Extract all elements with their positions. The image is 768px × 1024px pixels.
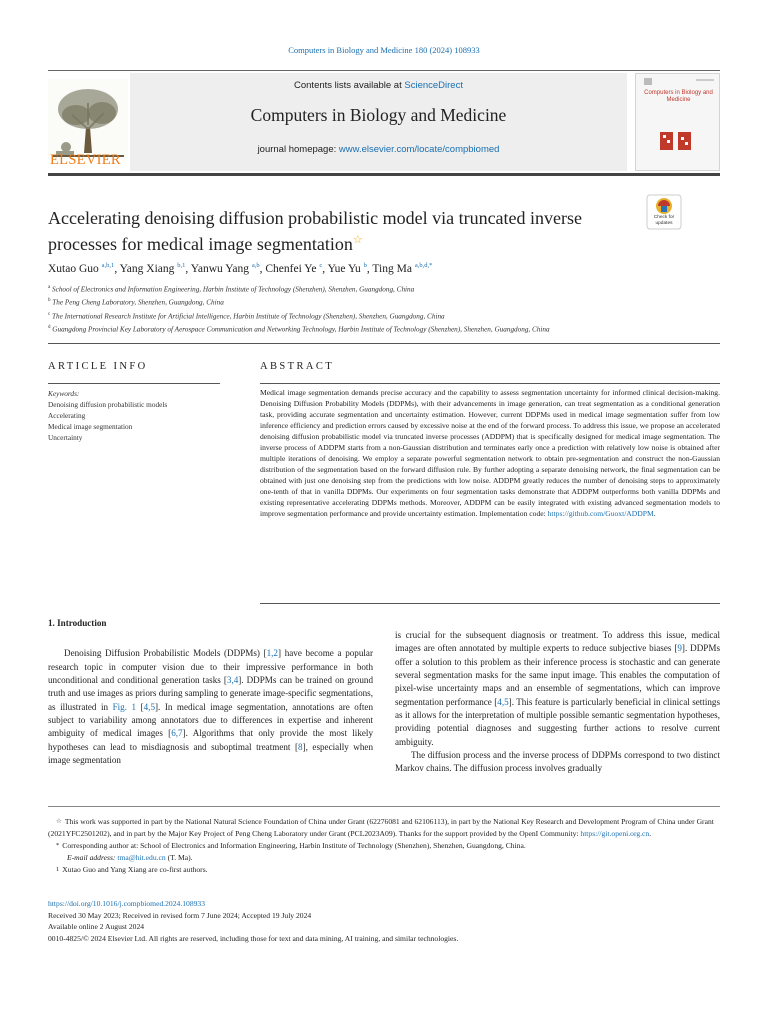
keyword-item: Medical image segmentation	[48, 422, 133, 431]
paragraph-text: ]. In medical image segmentation, annotations are often subject to variability among annotators due to differences in expertise and inherent ambiguity of medical images [	[48, 701, 373, 739]
paragraph-text: [	[136, 701, 144, 712]
abstract-body: Medical image segmentation demands precise accuracy and the capability to assess segmentation uncertainty for informed clinical decision-making. Denoising Diffusion Probability Models (DDPMs), with their advancements in image generation, can treat segmentation as a conditional generation task, providing accurate segmentation and uncertainty estimation. However, current DDPMs used in medical image segmentation suffer from low inference efficiency and prediction errors caused by excessive noise at the end of the forward process. To address this issue, we propose an accelerated denoising diffusion probabilistic model via truncated inverse processes (ADDPM) that is specifically designed for medical image segmentation. The inverse process of ADDPM starts from a non-Gaussian distribution and terminates early once a prediction with relatively low noise is obtained after multiple iterations of denoising. We employ a separate powerful segmentation network to obtain pre-segmentation and construct the non-Gaussian distribution of the segmentation based on the forward diffusion rule. By further adopting a separate denoising network, the final segmentation can be obtained with just one denoising step from the predictions with low noise. ADDPM greatly reduces the number of denoising steps to approximately one-tenth of that in vanilla DDPMs. Our experiments on four segmentation tasks demonstrate that ADDPM outperforms both vanilla DDPMs and existing representative accelerating DDPMs methods. Moreover, ADDPM can be easily integrated with existing advanced segmentation models to improve segmentation performance and provide uncertainty estimation. Implementation code:	[260, 388, 720, 518]
citation-link[interactable]: 4,5	[143, 701, 155, 712]
paragraph-text: ]. Algorithms that only provide the most likely hypotheses can lead to misdiagnosis and suboptimal treatment [	[48, 728, 373, 752]
abstract-text	[260, 387, 720, 519]
citation-link[interactable]: 1,2	[266, 648, 278, 659]
paragraph-text: ] have become a popular research topic in computer vision due to their impressive performance in both unconditional and conditional generation tasks [	[48, 648, 373, 686]
funding-footnote-mark: ☆	[56, 818, 62, 825]
abstract-bottom-divider	[260, 603, 720, 604]
author-separator: ,	[259, 262, 266, 275]
section-heading-introduction: 1. Introduction	[48, 618, 107, 628]
corresponding-author-footnote	[48, 840, 720, 852]
contents-availability	[130, 80, 627, 91]
citation-link[interactable]: Fig. 1	[112, 701, 137, 712]
author-name[interactable]: Xutao Guo	[48, 262, 99, 275]
doi-link[interactable]: https://doi.org/10.1016/j.compbiomed.2024.108933	[48, 899, 206, 908]
keyword-item: Denoising diffusion probabilistic models	[48, 400, 168, 409]
author-affiliation-marks[interactable]: b,1	[177, 262, 186, 269]
affiliation-list	[48, 282, 720, 336]
keyword-item: Uncertainty	[48, 433, 83, 442]
article-title	[48, 207, 608, 255]
intro-paragraph-2	[395, 629, 720, 749]
openi-link[interactable]: https://git.openi.org.cn	[580, 829, 650, 838]
paragraph-text: ], especially when image segmentation	[48, 741, 374, 766]
contents-prefix: Contents lists available at	[294, 80, 405, 91]
author-name[interactable]: Ting Ma	[372, 262, 412, 275]
citation-link[interactable]: 9	[677, 643, 682, 654]
co-first-text: Xutao Guo and Yang Xiang are co-first authors.	[62, 865, 208, 874]
co-first-footnote	[48, 864, 720, 876]
author-separator: ,	[366, 262, 373, 275]
author-separator: ,	[322, 262, 328, 275]
journal-cover-thumbnail[interactable]	[635, 73, 720, 171]
author-affiliation-marks[interactable]: a,b,1	[101, 262, 115, 269]
email-suffix: (T. Ma).	[165, 853, 193, 862]
affiliation-text: The International Research Institute for Artificial Intelligence, Harbin Institute of Technology (Shenzhen), Shenzhen, Guangdong, China	[50, 312, 445, 321]
affiliation-mark: a	[48, 285, 51, 290]
author-affiliation-marks[interactable]: a,b,d,*	[414, 262, 433, 269]
citation-link[interactable]: 6,7	[171, 728, 183, 739]
homepage-prefix: journal homepage:	[257, 144, 339, 155]
elsevier-logo-text: ELSEVIER	[50, 152, 121, 168]
paragraph-text: is crucial for the subsequent diagnosis or treatment. To address this issue, medical images are often annotated by multiple experts to reduce subjective biases [	[395, 630, 720, 654]
author-name[interactable]: Yue Yu	[327, 262, 361, 275]
intro-paragraph-3: The diffusion process and the inverse process of DDPMs correspond to two distinct Markov chains. The diffusion process involves gradually	[395, 750, 720, 774]
affiliation-mark: c	[48, 311, 51, 317]
citation-link[interactable]: 4,5	[497, 696, 509, 707]
author-affiliation-marks[interactable]: a,b	[251, 262, 260, 269]
keywords-label: Keywords:	[48, 389, 80, 398]
online-date: Available online 2 August 2024	[48, 922, 145, 932]
keyword-item: Accelerating	[48, 411, 86, 420]
homepage-link[interactable]: www.elsevier.com/locate/compbiomed	[338, 144, 500, 155]
masthead-center	[130, 73, 627, 171]
author-name[interactable]: Yang Xiang	[119, 262, 175, 275]
abstract-end: .	[653, 509, 656, 518]
article-title-text: Accelerating denoising diffusion probabilistic model via truncated inverse processes for medical image segmentation	[48, 208, 583, 254]
cover-title: Computers in Biology and Medicine	[644, 90, 713, 103]
copyright-notice: 0010-4825/© 2024 Elsevier Ltd. All rights are reserved, including those for text and data mining, AI training, and similar technologies.	[48, 933, 459, 943]
author-affiliation-marks[interactable]: c	[319, 262, 323, 269]
footnotes	[48, 816, 720, 876]
co-first-mark: 1	[56, 866, 60, 873]
author-list	[48, 262, 432, 275]
affiliation-text: The Peng Cheng Laboratory, Shenzhen, Guangdong, China	[50, 298, 224, 307]
article-info-divider	[48, 383, 220, 384]
paragraph-text: ]. This feature is particularly beneficial in clinical settings as it allows for the interpretation of multiple possible semantic segmentation hypotheses, providing potential diagnoses and suggesting further actions to resolve current ambiguity.	[395, 696, 720, 747]
paragraph-text: ]. DDPMs offer a solution to this problem as their inference process is stochastic and can generate several segmentation masks for the same input image. This enables the computation of pixel-wise uncertainty maps and an ensemble of segmentations, which can improve segmentation performance [	[395, 643, 720, 707]
citation-link[interactable]: 3,4	[226, 675, 239, 686]
article-info-heading: ARTICLE INFO	[48, 361, 148, 372]
author-name[interactable]: Yanwu Yang	[190, 262, 249, 275]
paragraph-text: Denoising Diffusion Probabilistic Models (DDPMs) [	[64, 648, 267, 659]
header-divider	[48, 343, 720, 344]
author-separator: ,	[185, 262, 191, 275]
article-metadata	[48, 898, 720, 944]
corresponding-mark: *	[56, 842, 60, 849]
journal-title: Computers in Biology and Medicine	[250, 105, 507, 125]
affiliation-text: School of Electronics and Information Engineering, Harbin Institute of Technology (Shenzhen), Shenzhen, Guangdong, China	[50, 285, 415, 294]
email-label: E-mail address:	[67, 853, 116, 862]
code-repository-link[interactable]: https://github.com/Guoxt/ADDPM	[547, 509, 654, 518]
paragraph-text: ]. DDPMs can be trained on ground truth and use images as priors during sampling to generate image-specific segmentations, as illustrated in	[48, 675, 373, 712]
corresponding-text: Corresponding author at: School of Electronics and Information Engineering, Harbin Institute of Technology (Shenzhen), Shenzhen, Guangdong, China.	[62, 841, 526, 850]
abstract-heading: ABSTRACT	[260, 361, 335, 372]
affiliation-item	[48, 309, 720, 322]
affiliation-mark: b	[48, 298, 51, 304]
author-affiliation-marks[interactable]: b	[363, 262, 367, 269]
affiliation-text: Guangdong Provincial Key Laboratory of Aerospace Communication and Networking Technology, Harbin Institute of Technology (Shenzhen), Shenzhen, Guangdong, China	[50, 325, 550, 334]
citation-link[interactable]: 8	[298, 741, 303, 752]
body-column-right	[395, 629, 720, 776]
received-dates: Received 30 May 2023; Received in revised form 7 June 2024; Accepted 19 July 2024	[48, 910, 312, 920]
intro-paragraph-1	[48, 647, 373, 767]
sciencedirect-link[interactable]: ScienceDirect	[404, 80, 463, 91]
funding-text: This work was supported in part by the National Natural Science Foundation of China under Grant (62276081 and 62106113), in part by the National Key Research and Development Program of China under Grant (2021YFC2501202), and in part by the Major Key Project of Peng Cheng Laboratory under Grant (PCL2023A09). Thanks for the support provided by the OpenI Community:	[48, 817, 714, 838]
affiliation-item	[48, 322, 720, 335]
abstract-divider	[260, 383, 720, 384]
affiliation-item	[48, 295, 720, 308]
author-separator: ,	[114, 262, 120, 275]
author-name[interactable]: Chenfei Ye	[265, 262, 317, 275]
title-footnote-star[interactable]: ☆	[352, 234, 363, 246]
journal-homepage	[130, 144, 627, 155]
crossmark-label: Check for updates	[653, 215, 675, 226]
funding-end: .	[649, 829, 652, 838]
journal-reference[interactable]: Computers in Biology and Medicine 180 (2024) 108933	[288, 45, 480, 55]
footnote-divider	[48, 806, 720, 807]
cover-art-icon	[636, 74, 721, 172]
body-column-left	[48, 617, 373, 767]
affiliation-mark: d	[48, 325, 51, 331]
keywords-block	[48, 388, 220, 443]
check-for-updates-badge[interactable]	[646, 194, 682, 230]
email-footnote	[48, 852, 720, 864]
journal-masthead	[48, 70, 720, 176]
email-link[interactable]: tma@hit.edu.cn	[117, 853, 166, 862]
affiliation-item	[48, 282, 720, 295]
funding-footnote	[48, 816, 720, 840]
